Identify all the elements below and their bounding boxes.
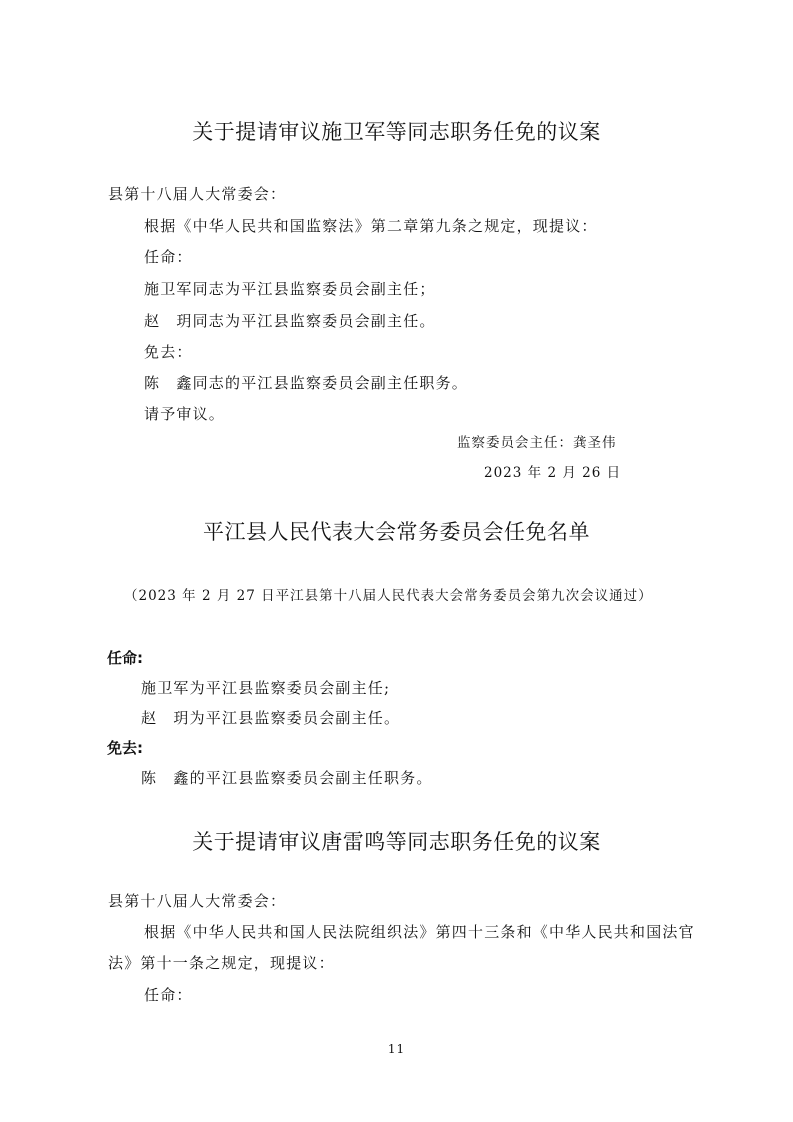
section3-title: 关于提请审议唐雷鸣等同志职务任免的议案 xyxy=(192,830,601,854)
section1-paragraph: 施卫军同志为平江县监察委员会副主任； xyxy=(144,280,436,298)
section1-addressee: 县第十八届人大常委会： xyxy=(108,185,287,203)
section2-appoint-heading: 任命: xyxy=(107,649,143,667)
section1-signature: 监察委员会主任：龚圣伟 xyxy=(457,435,617,451)
section1-date: 2023 年 2 月 26 日 xyxy=(484,465,622,481)
section2-remove-heading: 免去: xyxy=(107,739,143,757)
section3-addressee: 县第十八届人大常委会： xyxy=(108,892,287,910)
page-number: 11 xyxy=(387,1042,406,1056)
section1-paragraph: 免去： xyxy=(144,343,193,361)
section2-remove-item: 陈 鑫的平江县监察委员会副主任职务。 xyxy=(141,769,433,787)
section2-title: 平江县人民代表大会常务委员会任免名单 xyxy=(203,520,590,544)
section1-paragraph: 请予审议。 xyxy=(144,405,226,423)
section3-appoint-heading: 任命： xyxy=(144,986,193,1004)
section1-paragraph: 任命： xyxy=(144,248,193,266)
section2-appoint-item: 赵 玥为平江县监察委员会副主任。 xyxy=(141,709,401,727)
section2-subtitle: （2023 年 2 月 27 日平江县第十八届人民代表大会常务委员会第九次会议通过） xyxy=(124,588,653,604)
section1-paragraph: 赵 玥同志为平江县监察委员会副主任。 xyxy=(144,312,436,330)
section1-title: 关于提请审议施卫军等同志职务任免的议案 xyxy=(192,120,601,144)
section3-paragraph: 根据《中华人民共和国人民法院组织法》第四十三条和《中华人民共和国法官 xyxy=(144,923,695,941)
section2-appoint-item: 施卫军为平江县监察委员会副主任; xyxy=(141,679,391,697)
section1-paragraph: 根据《中华人民共和国监察法》第二章第九条之规定，现提议： xyxy=(144,217,598,235)
section1-paragraph: 陈 鑫同志的平江县监察委员会副主任职务。 xyxy=(144,374,469,392)
section3-paragraph: 法》第十一条之规定，现提议： xyxy=(108,954,335,972)
